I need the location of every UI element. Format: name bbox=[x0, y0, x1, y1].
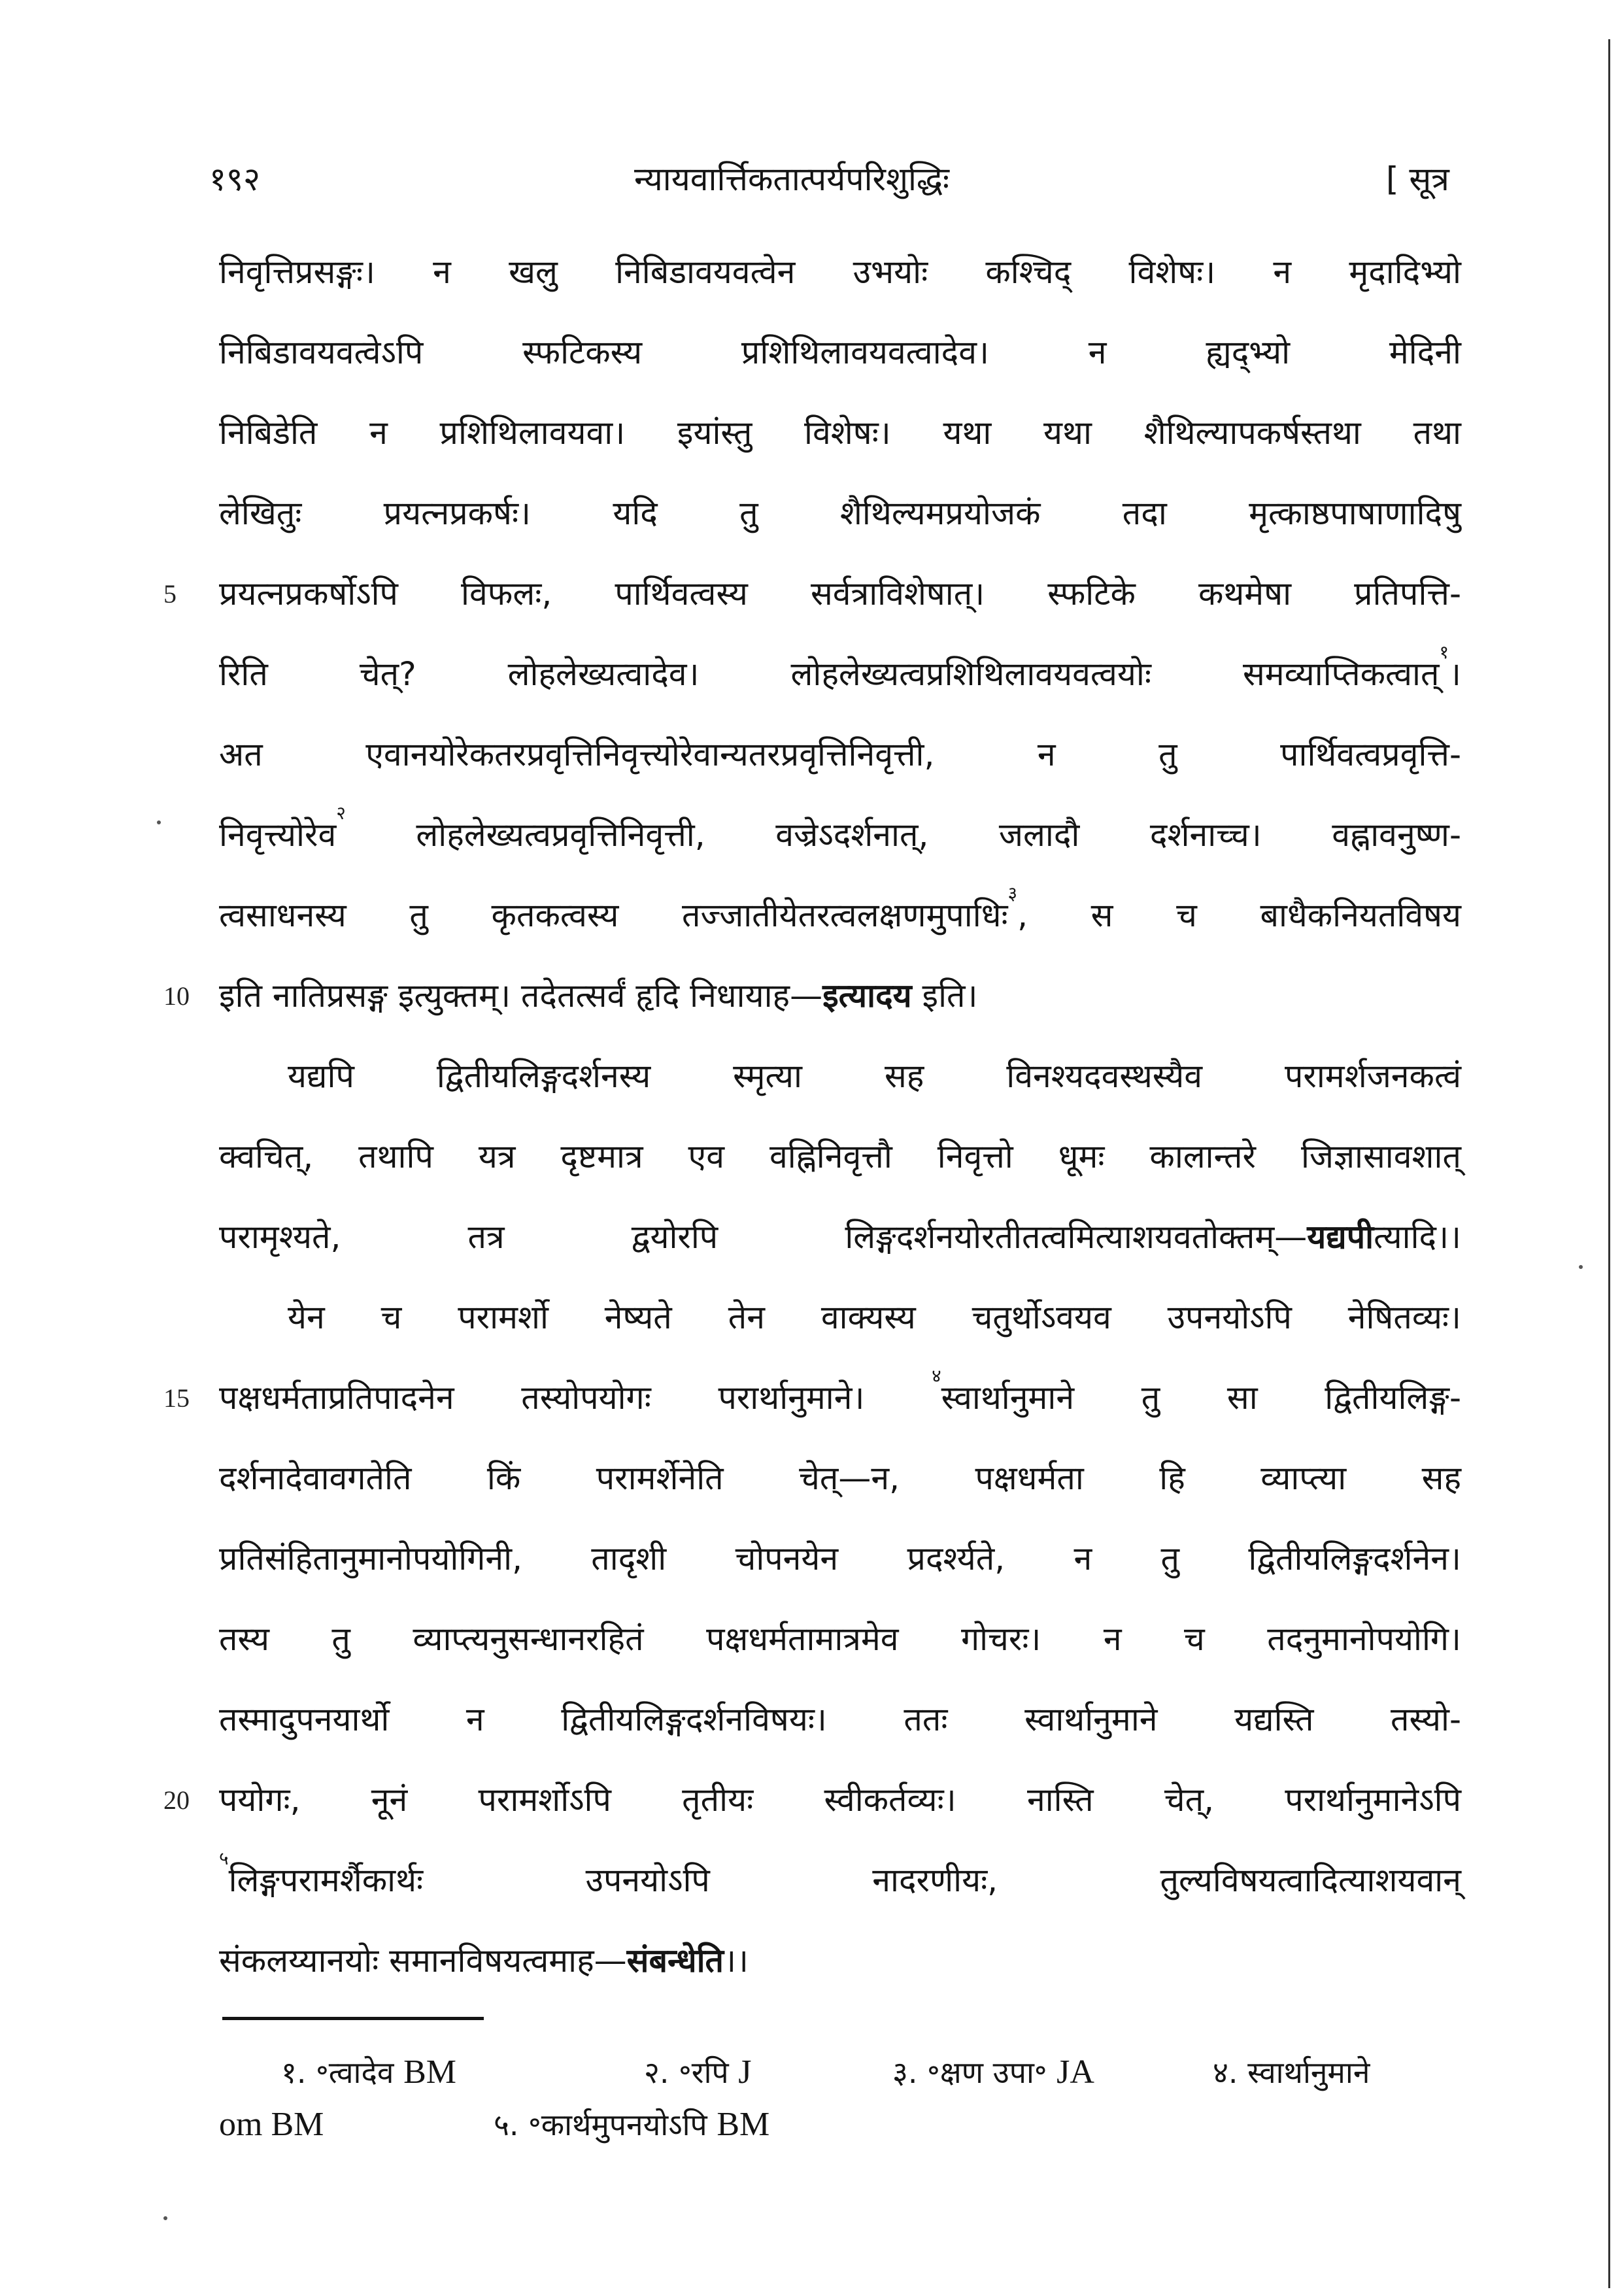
footnote-2-variant: ॰रपि bbox=[679, 2055, 729, 2090]
footnote-3-variant: ॰क्षण उपा॰ bbox=[927, 2055, 1047, 2090]
text-line bbox=[219, 473, 1461, 554]
footnote-4 bbox=[1213, 2046, 1370, 2099]
text-line bbox=[219, 1840, 1461, 1921]
text-line bbox=[219, 1277, 1461, 1358]
text-line bbox=[163, 1358, 1461, 1438]
text-line bbox=[219, 1519, 1461, 1599]
page-edge-line bbox=[1608, 39, 1610, 2288]
text-line bbox=[163, 956, 1461, 1036]
footnote-rule bbox=[222, 2017, 484, 2020]
text-segment: पक्षधर्मताप्रतिपादनेन तस्योपयोगः परार्थानुमाने। bbox=[219, 1379, 932, 1417]
text-segment: रिति चेत्? लोहलेख्यत्वादेव। लोहलेख्यत्वप्रशिथिलावयवत्वयोः समव्याप्तिकत्वात् bbox=[219, 655, 1440, 693]
text-segment: त्वसाधनस्य तु कृतकत्वस्य तज्जातीयेतरत्वलक्षणमुपाधिः bbox=[219, 896, 1008, 934]
page-number: १९२ bbox=[209, 160, 260, 198]
line-number: 10 bbox=[163, 981, 190, 1011]
text-line bbox=[219, 1117, 1461, 1197]
footnote-marker: ४ bbox=[932, 1365, 941, 1387]
text-line bbox=[219, 715, 1461, 795]
footnote-1-number: १. bbox=[281, 2055, 307, 2090]
text-segment: इति। bbox=[911, 977, 978, 1015]
text-segment: । bbox=[1449, 655, 1461, 693]
text-line bbox=[219, 232, 1461, 312]
text-line bbox=[219, 1599, 1461, 1680]
footnote-5 bbox=[494, 2099, 769, 2151]
footnote-2-siglum: J bbox=[738, 2053, 752, 2091]
text-line bbox=[219, 393, 1461, 473]
text-segment: त्यादि।। bbox=[1374, 1218, 1461, 1256]
footnote-1 bbox=[281, 2046, 456, 2099]
text-segment: लोहलेख्यत्वप्रवृत्तिनिवृत्ती, वज्रेऽदर्शनात्, जलादौ दर्शनाच्च। वह्नावनुष्ण- bbox=[345, 816, 1461, 854]
footnote-3-siglum: JA bbox=[1056, 2053, 1094, 2091]
footnote-1-siglum: BM bbox=[403, 2053, 456, 2091]
line-number: 20 bbox=[163, 1785, 190, 1815]
footnote-marker: ३ bbox=[1007, 883, 1018, 904]
footnote-marker: १ bbox=[1439, 641, 1449, 663]
footnote-1-variant: ॰त्वादेव bbox=[316, 2055, 394, 2090]
text-segment: अत एवानयोरेकतरप्रवृत्तिनिवृत्त्योरेवान्यतरप्रवृत्तिनिवृत्ती, न तु पार्थिवत्वप्रवृत्ति- bbox=[219, 735, 1461, 773]
text-segment: , स च बाधैकनियतविषय bbox=[1017, 896, 1461, 934]
text-line bbox=[219, 1197, 1461, 1277]
text-segment: तस्य तु व्याप्त्यनुसन्धानरहितं पक्षधर्मतामात्रमेव गोचरः। न च तदनुमानोपयोगि। bbox=[219, 1620, 1461, 1658]
text-segment: निबिडावयवत्वेऽपि स्फटिकस्य प्रशिथिलावयवत्वादेव। न ह्यद्भ्यो मेदिनी bbox=[219, 333, 1461, 371]
scan-speck bbox=[157, 820, 161, 824]
text-line bbox=[219, 312, 1461, 393]
footnote-5-siglum: BM bbox=[717, 2106, 770, 2143]
footnote-line bbox=[219, 2046, 1461, 2099]
footnote-3-number: ३. bbox=[892, 2055, 918, 2090]
text-line bbox=[219, 1036, 1461, 1117]
running-head bbox=[0, 156, 1622, 208]
text-segment: निवृत्तिप्रसङ्गः। न खलु निबिडावयवत्वेन उभयोः कश्चिद् विशेषः। न मृदादिभ्यो bbox=[219, 253, 1461, 291]
section-marker: [ सूत्र bbox=[1386, 160, 1449, 198]
footnote-4-siglum: om BM bbox=[219, 2106, 324, 2143]
footnote-4-variant: स्वार्थानुमाने bbox=[1247, 2055, 1370, 2090]
footnote-line bbox=[219, 2099, 1461, 2151]
body-text bbox=[163, 232, 1461, 2001]
text-segment: निवृत्त्योरेव bbox=[219, 816, 337, 854]
book-title: न्यायवार्त्तिकतात्पर्यपरिशुद्धिः bbox=[634, 160, 949, 198]
line-number: 5 bbox=[163, 579, 177, 609]
text-segment: प्रतिसंहितानुमानोपयोगिनी, तादृशी चोपनयेन प्रदर्श्यते, न तु द्वितीयलिङ्गदर्शनेन। bbox=[219, 1540, 1461, 1578]
text-segment: लेखितुः प्रयत्नप्रकर्षः। यदि तु शैथिल्यमप्रयोजकं तदा मृत्काष्ठपाषाणादिषु bbox=[219, 494, 1461, 532]
text-line bbox=[219, 1680, 1461, 1760]
text-segment: इति नातिप्रसङ्ग इत्युक्तम्। तदेतत्सर्वं हृदि निधायाह— bbox=[219, 977, 823, 1015]
footnote-5-number: ५. bbox=[494, 2107, 519, 2142]
text-line bbox=[163, 1760, 1461, 1840]
text-segment: निबिडेति न प्रशिथिलावयवा। इयांस्तु विशेषः। यथा यथा शैथिल्यापकर्षस्तथा तथा bbox=[219, 414, 1461, 452]
text-segment: दर्शनादेवावगतेति किं परामर्शेनेति चेत्—न, पक्षधर्मता हि व्याप्त्या सह bbox=[219, 1459, 1461, 1497]
scan-speck bbox=[1579, 1265, 1583, 1269]
scan-speck bbox=[163, 2216, 167, 2220]
text-line bbox=[219, 1921, 1461, 2001]
text-segment: तस्मादुपनयार्थो न द्वितीयलिङ्गदर्शनविषयः। ततः स्वार्थानुमाने यद्यस्ति तस्यो- bbox=[219, 1700, 1461, 1738]
text-segment: येन च परामर्शो नेष्यते तेन वाक्यस्य चतुर्थोऽवयव उपनयोऽपि नेषितव्यः। bbox=[288, 1298, 1461, 1336]
footnote-3 bbox=[892, 2046, 1094, 2099]
text-segment: परामृश्यते, तत्र द्वयोरपि लिङ्गदर्शनयोरतीतत्वमित्याशयवतोक्तम्— bbox=[219, 1218, 1308, 1256]
text-segment: पयोगः, नूनं परामर्शोऽपि तृतीयः स्वीकर्तव्यः। नास्ति चेत्, परार्थानुमानेऽपि bbox=[219, 1781, 1461, 1819]
footnote-4-number: ४. bbox=[1213, 2055, 1238, 2090]
lemma-text: यद्यपी bbox=[1307, 1218, 1374, 1256]
text-segment: संकलय्यानयोः समानविषयत्वमाह— bbox=[219, 1942, 627, 1980]
text-segment: क्वचित्, तथापि यत्र दृष्टमात्र एव वह्निनिवृत्तौ निवृत्तो धूमः कालान्तरे जिज्ञासावशात् bbox=[219, 1138, 1461, 1175]
text-segment: स्वार्थानुमाने तु सा द्वितीयलिङ्ग- bbox=[941, 1379, 1461, 1417]
footnote-marker: ५ bbox=[219, 1848, 229, 1869]
footnote-2 bbox=[644, 2046, 752, 2099]
text-line bbox=[219, 1438, 1461, 1519]
footnotes bbox=[219, 2046, 1461, 2151]
text-segment: यद्यपि द्वितीयलिङ्गदर्शनस्य स्मृत्या सह विनश्यदवस्थस्यैव परामर्शजनकत्वं bbox=[288, 1057, 1461, 1095]
text-segment: प्रयत्नप्रकर्षोऽपि विफलः, पार्थिवत्वस्य सर्वत्राविशेषात्। स्फटिके कथमेषा प्रतिपत्ति- bbox=[219, 575, 1461, 613]
text-segment: ।। bbox=[724, 1942, 749, 1980]
text-line bbox=[163, 554, 1461, 634]
footnote-5-variant: ॰कार्थमुपनयोऽपि bbox=[528, 2107, 707, 2142]
lemma-text: इत्यादय bbox=[822, 977, 912, 1015]
text-line bbox=[219, 795, 1461, 875]
line-number: 15 bbox=[163, 1383, 190, 1413]
text-segment: लिङ्गपरामर्शैकार्थः उपनयोऽपि नादरणीयः, तुल्यविषयत्वादित्याशयवान् bbox=[228, 1861, 1461, 1899]
text-line bbox=[219, 875, 1461, 956]
footnote-2-number: २. bbox=[644, 2055, 669, 2090]
lemma-text: संबन्धेति bbox=[626, 1942, 724, 1980]
footnote-marker: २ bbox=[336, 802, 346, 824]
text-line bbox=[219, 634, 1461, 715]
